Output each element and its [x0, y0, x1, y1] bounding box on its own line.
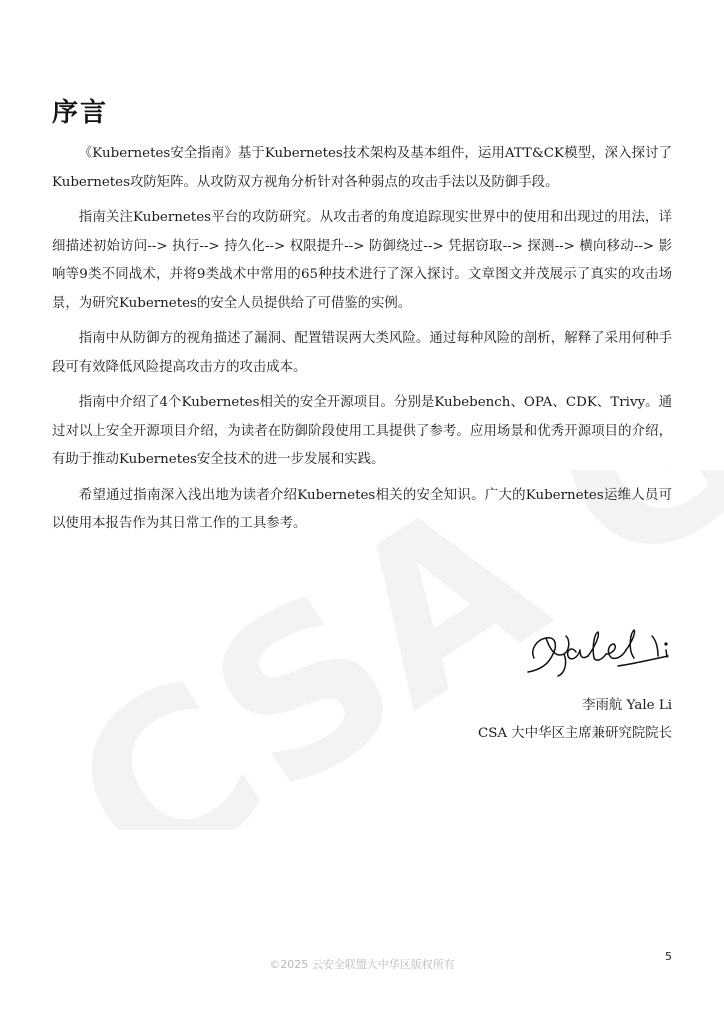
preface-body	[52, 140, 672, 546]
page-number: 5	[665, 950, 672, 963]
paragraph-3: 指南中从防御方的视角描述了漏洞、配置错误两大类风险。通过每种风险的剖析，解释了采用何种手段可有效降低风险提高攻击方的攻击成本。	[52, 331, 672, 375]
paragraph-4: 指南中介绍了4个Kubernetes相关的安全开源项目。分别是Kubebench、OPA、CDK、Trivy。通过对以上安全开源项目介绍，为读者在防御阶段使用工具提供了参考。应用场景和优秀开源项目的介绍，有助于推动Kubernetes安全技术的进一步发展和实践。	[52, 395, 672, 467]
paragraph-2: 指南关注Kubernetes平台的攻防研究。从攻击者的角度追踪现实世界中的使用和出现过的用法，详细描述初始访问--> 执行--> 持久化--> 权限提升--> 防御绕过--> 凭据窃取--> 探测--> 横向移动--> 影响等9类不同战术，并将9类战术中常用的65种技术进行了深入探讨。文章图文并茂展示了真实的攻击场景，为研究Kubernetes的安全人员提供给了可借鉴的实例。	[52, 210, 672, 311]
paragraph-1: 《Kubernetes安全指南》基于Kubernetes技术架构及基本组件，运用ATT&CK模型，深入探讨了Kubernetes攻防矩阵。从攻防双方视角分析针对各种弱点的攻击手法以及防御手段。	[52, 146, 672, 190]
copyright-footer: ©2025 云安全联盟大中华区版权所有	[269, 958, 455, 971]
signatory-name: 李雨航 Yale Li	[582, 698, 672, 713]
handwritten-signature	[522, 624, 678, 680]
signatory-title: CSA 大中华区主席兼研究院院长	[477, 726, 672, 741]
page-title: 序言	[52, 98, 109, 128]
paragraph-5: 希望通过指南深入浅出地为读者介绍Kubernetes相关的安全知识。广大的Kubernetes运维人员可以使用本报告作为其日常工作的工具参考。	[52, 487, 672, 531]
